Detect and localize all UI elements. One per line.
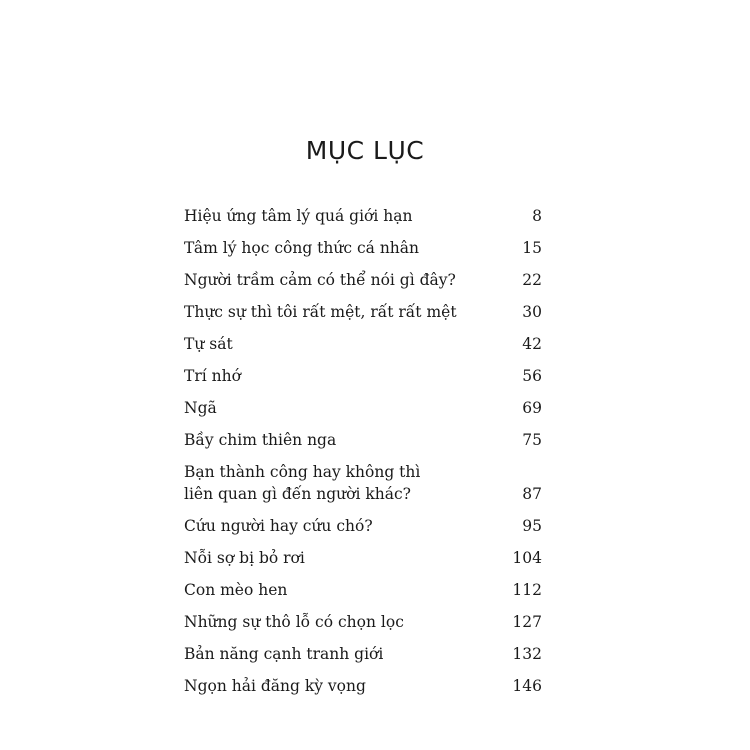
toc-entry xyxy=(184,461,546,505)
toc-entry xyxy=(184,643,546,665)
toc-entry-title: Người trầm cảm có thể nói gì đây? xyxy=(184,271,456,289)
toc-entry-title: Con mèo hen xyxy=(184,581,288,599)
toc-entry xyxy=(184,205,546,227)
toc-entry-title: Ngã xyxy=(184,399,217,417)
toc-entry-title: Hiệu ứng tâm lý quá giới hạn xyxy=(184,207,413,225)
table-of-contents xyxy=(184,205,546,707)
toc-entry-page-number: 146 xyxy=(512,677,542,695)
toc-entry xyxy=(184,397,546,419)
toc-entry xyxy=(184,579,546,601)
toc-entry-page-number: 42 xyxy=(522,335,542,353)
toc-entry-title: Cứu người hay cứu chó? xyxy=(184,517,373,535)
toc-entry-title: Bạn thành công hay không thì xyxy=(184,463,421,481)
toc-entry-title-line-2: liên quan gì đến người khác? xyxy=(184,485,411,503)
toc-entry xyxy=(184,429,546,451)
toc-entry-page-number: 132 xyxy=(512,645,542,663)
toc-entry-title: Bản năng cạnh tranh giới xyxy=(184,645,384,663)
toc-entry xyxy=(184,675,546,697)
toc-entry-title: Bầy chim thiên nga xyxy=(184,431,337,449)
toc-entry xyxy=(184,515,546,537)
toc-entry-page-number: 87 xyxy=(522,485,542,503)
toc-entry-page-number: 95 xyxy=(522,517,542,535)
toc-entry xyxy=(184,237,546,259)
toc-entry xyxy=(184,269,546,291)
toc-entry-page-number: 69 xyxy=(522,399,542,417)
toc-entry-page-number: 30 xyxy=(522,303,542,321)
toc-entry-page-number: 8 xyxy=(532,207,542,225)
toc-entry-page-number: 127 xyxy=(512,613,542,631)
toc-entry-title: Tự sát xyxy=(184,335,233,353)
toc-entry-page-number: 15 xyxy=(522,239,542,257)
toc-entry-page-number: 104 xyxy=(512,549,542,567)
toc-entry-title: Ngọn hải đăng kỳ vọng xyxy=(184,677,366,695)
toc-entry xyxy=(184,301,546,323)
toc-entry xyxy=(184,365,546,387)
toc-entry-title: Thực sự thì tôi rất mệt, rất rất mệt xyxy=(184,303,457,321)
toc-entry-page-number: 75 xyxy=(522,431,542,449)
page-title: MỤC LỤC xyxy=(305,136,425,165)
toc-entry-page-number: 56 xyxy=(522,367,542,385)
toc-entry xyxy=(184,611,546,633)
toc-entry-title: Nỗi sợ bị bỏ rơi xyxy=(184,549,305,567)
toc-entry xyxy=(184,547,546,569)
toc-entry-page-number: 112 xyxy=(512,581,542,599)
toc-entry-title: Trí nhớ xyxy=(184,367,241,385)
toc-entry-title: Tâm lý học công thức cá nhân xyxy=(184,239,420,257)
toc-entry-title: Những sự thô lỗ có chọn lọc xyxy=(184,613,404,631)
toc-entry xyxy=(184,333,546,355)
toc-entry-page-number: 22 xyxy=(522,271,542,289)
